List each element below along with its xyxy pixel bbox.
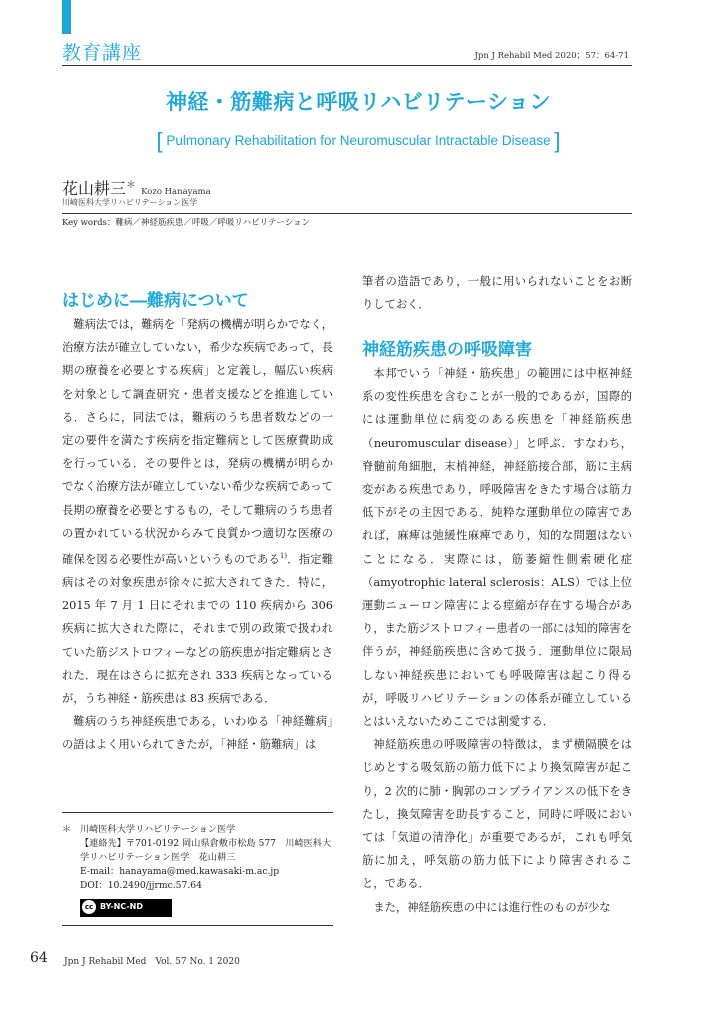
- footer-journal: Jpn J Rehabil Med Vol. 57 No. 1 2020: [64, 957, 240, 967]
- subtitle-text: Pulmonary Rehabilitation for Neuromuscular Intractable Disease: [166, 133, 551, 148]
- left-bracket-icon: [: [156, 128, 163, 153]
- article-subtitle: [0, 128, 717, 154]
- intro-p1-text-a: 難病法では，難病を「発病の機構が明らかでなく，治療方法が確立していない，希少な疾病であって，長期の療養を必要とする疾病」と定義し，幅広い疾病を対象として調査研究・患者支援などを推進している．さらに，同法では，難病のうち患者数などの一定の要件を満たす疾病を指定難病として医療費助成を行っている．その要件とは，発病の機構が明らかでなく治療方法が確立していない希少な疾病であって長期の療養を必要とするもの，そして難病のうち患者の置かれている状況からみて良質かつ適切な医療の確保を図る必要性が高いというものである: [62, 318, 334, 566]
- keywords: Key words：難病／神経筋疾患／呼吸／呼吸リハビリテーション: [62, 218, 311, 228]
- footnote-affiliation: 川崎医科大学リハビリテーション医学: [80, 824, 236, 835]
- journal-reference: Jpn J Rehabil Med 2020；57：64-71: [474, 51, 629, 61]
- author-affiliation: 川崎医科大学リハビリテーション医学: [62, 198, 198, 207]
- right-bracket-icon: ]: [554, 128, 561, 153]
- intro-p1-text-b: ．指定難病はその対象疾患が徐々に拡大されてきた．特に，2015 年 7 月 1 日にそれまでの 110 疾病から 306 疾病に拡大された際に，それまで別の政策で扱われていた筋ジストロフィーなどの筋疾患が指定難病とされた．現在はさらに拡充され 333 疾病となっているが，うち神経・筋疾患は 83 疾病である．: [62, 552, 333, 706]
- footnote-doi[interactable]: DOI：10.2490/jjrmc.57.64: [80, 880, 202, 891]
- section-heading-intro: はじめに―難病について: [62, 291, 249, 311]
- resp-paragraph-3: また，神経筋疾患の中には進行性のものが少な: [373, 900, 611, 914]
- citation-ref: 1): [279, 552, 288, 561]
- resp-paragraph-2: 神経筋疾患の呼吸障害の特徴は，まず横隔膜をはじめとする吸気筋の筋力低下により換気障害が起こり，2 次的に肺・胸郭のコンプライアンスの低下をきたし，換気障害を助長すること，同時に呼吸においては「気道の清浄化」が重要であるが，これも呼気筋に加え，呼気筋の筋力低下により障害されること，である．: [362, 738, 632, 891]
- page-number: 64: [30, 950, 48, 966]
- footnote-email[interactable]: E-mail：hanayama@med.kawasaki-m.ac.jp: [80, 866, 280, 877]
- section-heading-respiratory: 神経筋疾患の呼吸障害: [362, 340, 532, 360]
- author-roman-name: Kozo Hanayama: [141, 187, 211, 197]
- footnote: [62, 823, 333, 893]
- right-column-top: [362, 270, 632, 316]
- footnote-mark: ＊: [62, 824, 72, 835]
- footnote-rule: [62, 812, 333, 813]
- article-title: 神経・筋難病と呼吸リハビリテーション: [165, 90, 552, 114]
- accent-bar: [62, 0, 71, 34]
- footnote-contact: 【連絡先】〒701-0192 岡山県倉敷市松島 577 川崎医科大学リハビリテーション医学 花山耕三: [80, 838, 332, 863]
- keywords-rule: [62, 213, 632, 214]
- creative-commons-icon: cc: [82, 900, 96, 914]
- footnote-rule-bottom: [62, 925, 333, 926]
- author-name: 花山耕三: [62, 179, 127, 198]
- section-label: 教育講座: [62, 42, 143, 64]
- resp-paragraph-1: 本邦でいう「神経・筋疾患」の範囲には中枢神経系の変性疾患を含むことが一般的であるが，国際的には運動単位に病変のある疾患を「神経筋疾患（neuromuscular disease）」と呼ぶ．すなわち，脊髄前角細胞，末梢神経，神経筋接合部，筋に主病変がある疾患であり，呼吸障害をきたす場合は筋力低下がその主因である．純粋な運動単位の障害であれば，麻痺は弛緩性麻痺であり，知的な問題はないことになる．実際には，筋萎縮性側索硬化症（amyotrophic lateral sclerosis：ALS）では上位運動ニューロン障害による痙縮が存在する場合があり，また筋ジストロフィー患者の一部には知的障害を伴うが，神経筋疾患に含めて扱う．運動単位に限局しない神経疾患においても呼吸障害は起こり得るが，呼吸リハビリテーションの体系が確立しているとはいえないためここでは割愛する．: [362, 367, 632, 729]
- license-text: BY-NC-ND: [100, 902, 144, 911]
- right-column: [362, 362, 632, 919]
- intro-paragraph-2: 難病のうち神経疾患である，いわゆる「神経難病」の語はよく用いられてきたが，「神経・筋難病」は: [62, 715, 333, 752]
- left-column: [62, 313, 333, 757]
- author-footnote-mark: ＊: [126, 180, 137, 191]
- header-rule: [62, 65, 632, 66]
- intro-paragraph-2-continued: 筆者の造語であり，一般に用いられないことをお断りしておく．: [362, 275, 632, 312]
- author-line: [62, 176, 211, 199]
- intro-paragraph-1: [62, 313, 333, 710]
